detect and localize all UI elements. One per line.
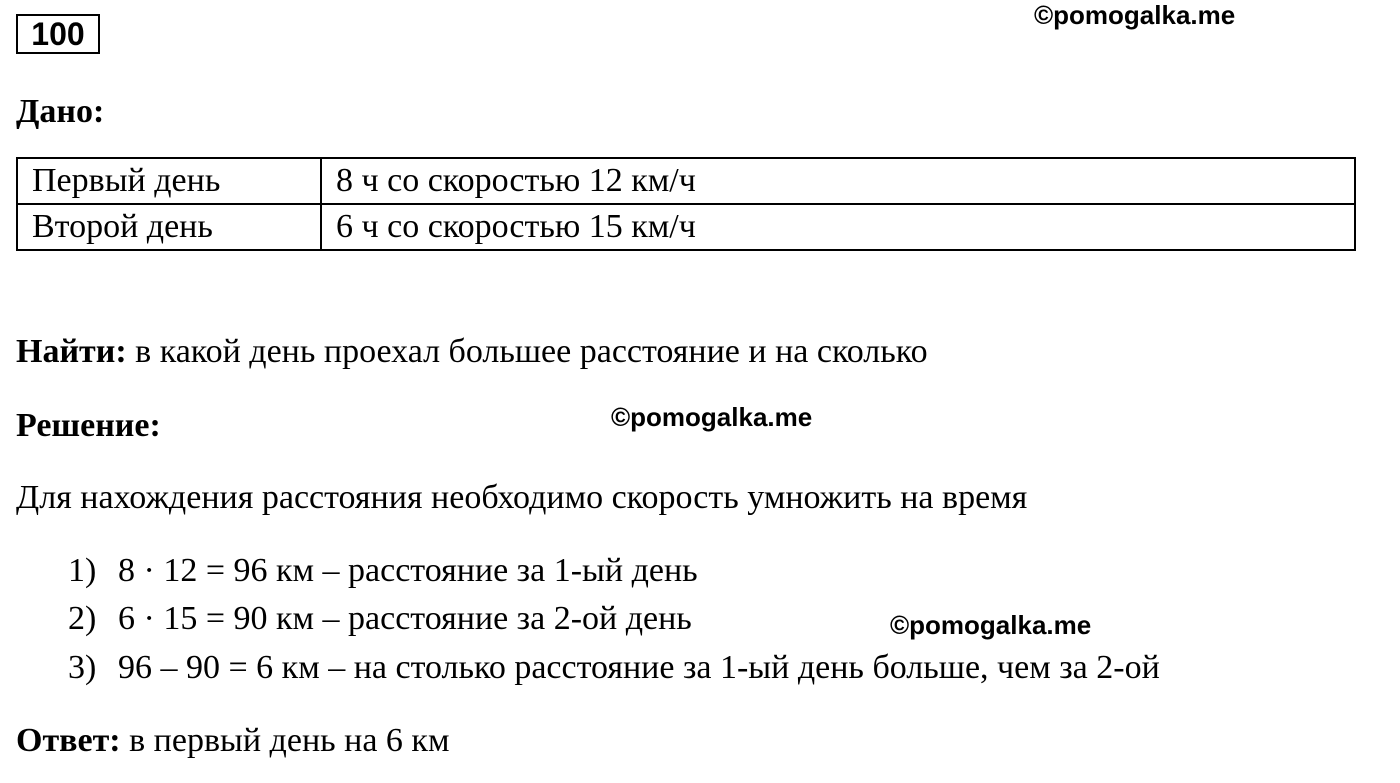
step-number: 1) — [68, 552, 97, 589]
given-table — [16, 157, 1356, 251]
watermark: ©pomogalka.me — [611, 402, 813, 432]
answer-label: Ответ: — [16, 722, 121, 759]
find-text: в какой день проехал большее расстояние и на сколько — [135, 333, 928, 370]
step-number: 2) — [68, 600, 97, 637]
watermark: ©pomogalka.me — [890, 610, 1092, 640]
step-text: 8 · 12 = 96 км – расстояние за 1-ый день — [118, 552, 698, 589]
table-row — [17, 158, 1355, 204]
step-number: 3) — [68, 649, 97, 686]
table-row — [17, 204, 1355, 250]
solution-intro: Для нахождения расстояния необходимо скорость умножить на время — [16, 479, 1028, 516]
table-cell-day: Первый день — [17, 158, 321, 204]
answer-text: в первый день на 6 км — [129, 722, 450, 759]
solution-step — [68, 551, 698, 591]
find-line — [16, 332, 928, 372]
task-number: 100 — [16, 14, 100, 54]
find-label: Найти: — [16, 333, 127, 370]
answer-line — [16, 721, 449, 761]
given-heading: Дано: — [16, 93, 105, 130]
table-cell-value: 6 ч со скоростью 15 км/ч — [321, 204, 1355, 250]
table-cell-day: Второй день — [17, 204, 321, 250]
solution-step — [68, 648, 1160, 688]
table-cell-value: 8 ч со скоростью 12 км/ч — [321, 158, 1355, 204]
step-text: 96 – 90 = 6 км – на столько расстояние за 1-ый день больше, чем за 2-ой — [118, 649, 1160, 686]
solution-heading: Решение: — [16, 407, 161, 444]
step-text: 6 · 15 = 90 км – расстояние за 2-ой день — [118, 600, 692, 637]
solution-step — [68, 599, 692, 639]
watermark: ©pomogalka.me — [1034, 0, 1236, 30]
